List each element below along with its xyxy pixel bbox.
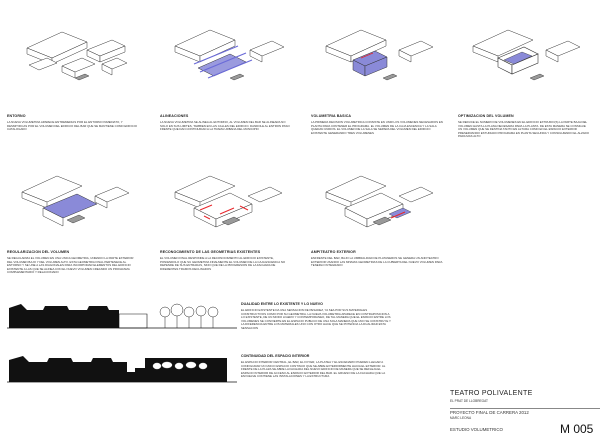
sheet-code: M 005 xyxy=(560,422,594,436)
panel-title: RECONOCIMIENTO DE LAS GEOMETRIAS EXISTENTES xyxy=(160,250,261,254)
panel-title: ALINEACIONES xyxy=(160,114,189,118)
panel-title: REGULARIZACION DEL VOLUMEN xyxy=(7,250,70,254)
project-subtitle: PROYECTO FINAL DE CARRERA 2012 xyxy=(450,410,529,415)
section-title: DUALIDAD ENTRE LO EXISTENTE Y LO NUEVO xyxy=(241,302,323,306)
panel-text: SE REGULARIZA EL VOLUMEN EN UNA UNICA GEOMETRIA, UNIENDO LA PARTE EXTERIOR DEL VOLUMEN BAJO Y DEL VOLUMEN ALTO. ESTA GEOMETRIA FINAL PERTENECE AL ENTORNO Y SE UNE A LAS DIAGONALES PARA INCORPORAR ELEMENTOS DEL EDIFICIO EXISTENTE A LAS QUE SE ALINEA CON EL NUEVO VOLUMEN CREANDO UN PROGRAMA COMPLEMENTARIO Y RELACIONADO xyxy=(7,256,134,275)
axonometric-alineaciones xyxy=(160,20,296,90)
panel-title: AMPITEATRO EXTERIOR xyxy=(311,250,356,254)
panel-entorno xyxy=(7,20,143,140)
axonometric-anfiteatro xyxy=(311,170,447,240)
title-block xyxy=(450,385,600,445)
sheet-name: ESTUDIO VOLUMETRICO xyxy=(450,427,503,432)
section-elevation-dualidad xyxy=(7,300,237,330)
axonometric-optimizacion xyxy=(458,20,594,90)
panel-text: LA PRIMERA DECISION VOLUMETRICA CONSISTE EN UNIR LOS VOLUMENES NECESARIOS EN PLANTA PARA CONTENER EL PROGRAMA. EL VOLUMEN DE LA CAJA ESCENICA Y LA SALA QUEDAN UNIDOS. EL VOLUMEN DE LA SALA SE SEPARA DEL VOLUMEN DEL EDIFICIO EXISTENTE GENERANDO TRES VOLUMENES xyxy=(311,120,443,135)
section-text: EL EDIFICIO EXISTENTE DA UNA SENSACION DE PESADEZ, YA SEA POR SUS MATERIALES CONSTRUCTIVOS COMO POR SU GEOMETRIA. LA NUEVA VOLUMETRIA APARECE EN CONTRAPOSICION A LO EXISTENTE, DE UN MODO LIGERO Y CONTEMPORANEO, DE TAL MANERA QUE EL ESPACIO ENTRE LOS VOLUMENES SE CONVIERTE EN EL ESPACIO PUBLICO DE UNA SOLA MANERA QUE UNO SE CONSTRUYE Y LA DIFERENCIA ENTRE LOS MATERIALES UNO CON OTRO HACE QUE SE POTENCIA LA DUALIDAD ESTA SENSACION xyxy=(241,308,391,330)
panel-alineaciones xyxy=(160,20,296,140)
section-continuidad xyxy=(7,352,237,384)
panel-title: OPTIMIZACION DEL VOLUMEN xyxy=(458,114,514,118)
title-rule xyxy=(450,408,600,409)
panel-text: EL VOLUMEN FINAL RESPONDE A LA RECONOCIMIENTO AL EDIFICIO EXISTENTE, PONIENDOLO QUE SU GEOMETRIA FINALMENTE EL VOLUMEN DE LA CAJA ESCENICA NO DEPENDE DE SUS ENTRADAS, SINO QUE DE LA PROGRESION DE LA FACHADA DE DIFERENTES TRAMOS DECLINADOS xyxy=(160,256,286,271)
panel-text: ENFRENTE DEL BAR, BAJO LA UMBRALIDAD DE PLATANEROS SE GENERA UN ANFITEATRO EXTERIOR USANDO LAS MISMAS GEOMETRIAS DE LA CUBIERTA DEL NUEVO VOLUMEN PARA TENERLO INTEGRADO xyxy=(311,256,443,268)
axonometric-entorno xyxy=(7,20,143,90)
panel-reconocimiento xyxy=(160,170,296,290)
panel-regularizacion xyxy=(7,170,143,290)
axonometric-volumetria-basica xyxy=(311,20,447,90)
panel-text: LA NUEVA VOLUMETRIA APARECE ENTREMEDIAS POR EL ENTORNO INMEDIATO, Y DESMITIFICAS POR EL VOLUMEN DEL EDIFICIO DEL BAR QUE SE MANTIENE COMO EDIFICIO CATALOGADO xyxy=(7,120,137,132)
panel-title: ENTORNO xyxy=(7,114,26,118)
project-location: EL PRAT DE LLOBREGAT xyxy=(450,399,488,403)
section-text: EL ESPACIO INTERIOR CENTRAL, EL BAR, EL FOYER, LA PLATEA Y EL ESCENARIO PUEDEN LLEGAR A CONFIGURAR UN UNICO ESPACIO CONTINUO QUE SE ABRE EXTERIORMENTE HACIA EL EXTERIOR. AL FRENTE DE LA PLAZA SE ABRE LA FACHADA DEL NUEVO EDIFICIO DE MANERA QUE SE REFLEJA EL ESPACIO INTERIOR DE ACCESO AL ESPACIO EXTERIOR DEL BAR. EL GRUESO DE LA FACHADA QUE LA ENVUELVE CONTIENE LAS INSTALACIONES Y LA ESTRUCTURA xyxy=(241,360,386,379)
section-title: CONTINUIDAD DEL ESPACIO INTERIOR xyxy=(241,354,310,358)
project-author: MARC LEONA xyxy=(450,416,472,420)
panel-title: VOLUMETRIA BASICA xyxy=(311,114,352,118)
axonometric-reconocimiento xyxy=(160,170,296,240)
panel-text: LA NUEVA VOLUMETRIA SE ALINEA AL ENTORNO, AL VOLUMEN DEL BAR SE ALINEARA NO SOLO EN SUS LIMITES, TAMBIEN EN LAS CALLES DEL EDIFICIO. DANDOLE AL ENTRON PASO FRENTE QUE DAN CONTINUIDAD A LA TRAMA URBANA DEL MUNICIPIO xyxy=(160,120,290,132)
panel-volumetria-basica xyxy=(311,20,447,140)
axonometric-regularizacion xyxy=(7,170,143,240)
panel-optimizacion xyxy=(458,20,594,140)
project-title: TEATRO POLIVALENTE xyxy=(450,390,533,397)
panel-text: SE REDUCE EL NUMERO DE VOLUMENES EN EL EDIFICIO EXTRUIDO(S) LA PARTE BAJA DEL VOLUMEN HASTA LA PLANA NECESARIA PARA LA PLANTA. DE ESTA MANERA SE CONSIGUE UN VOLUMEN QUE SE DESTINA TANTO EN ALTURA COMO EN EL ESPACIO EXTERIOR PRESERVANDO ESTUDIADO PROGRAMA EN PLANTA SEGUNDA Y CONSIGUIENDO EL ALZADO PARA MAS ALTO xyxy=(458,120,590,139)
panel-anfiteatro xyxy=(311,170,447,290)
